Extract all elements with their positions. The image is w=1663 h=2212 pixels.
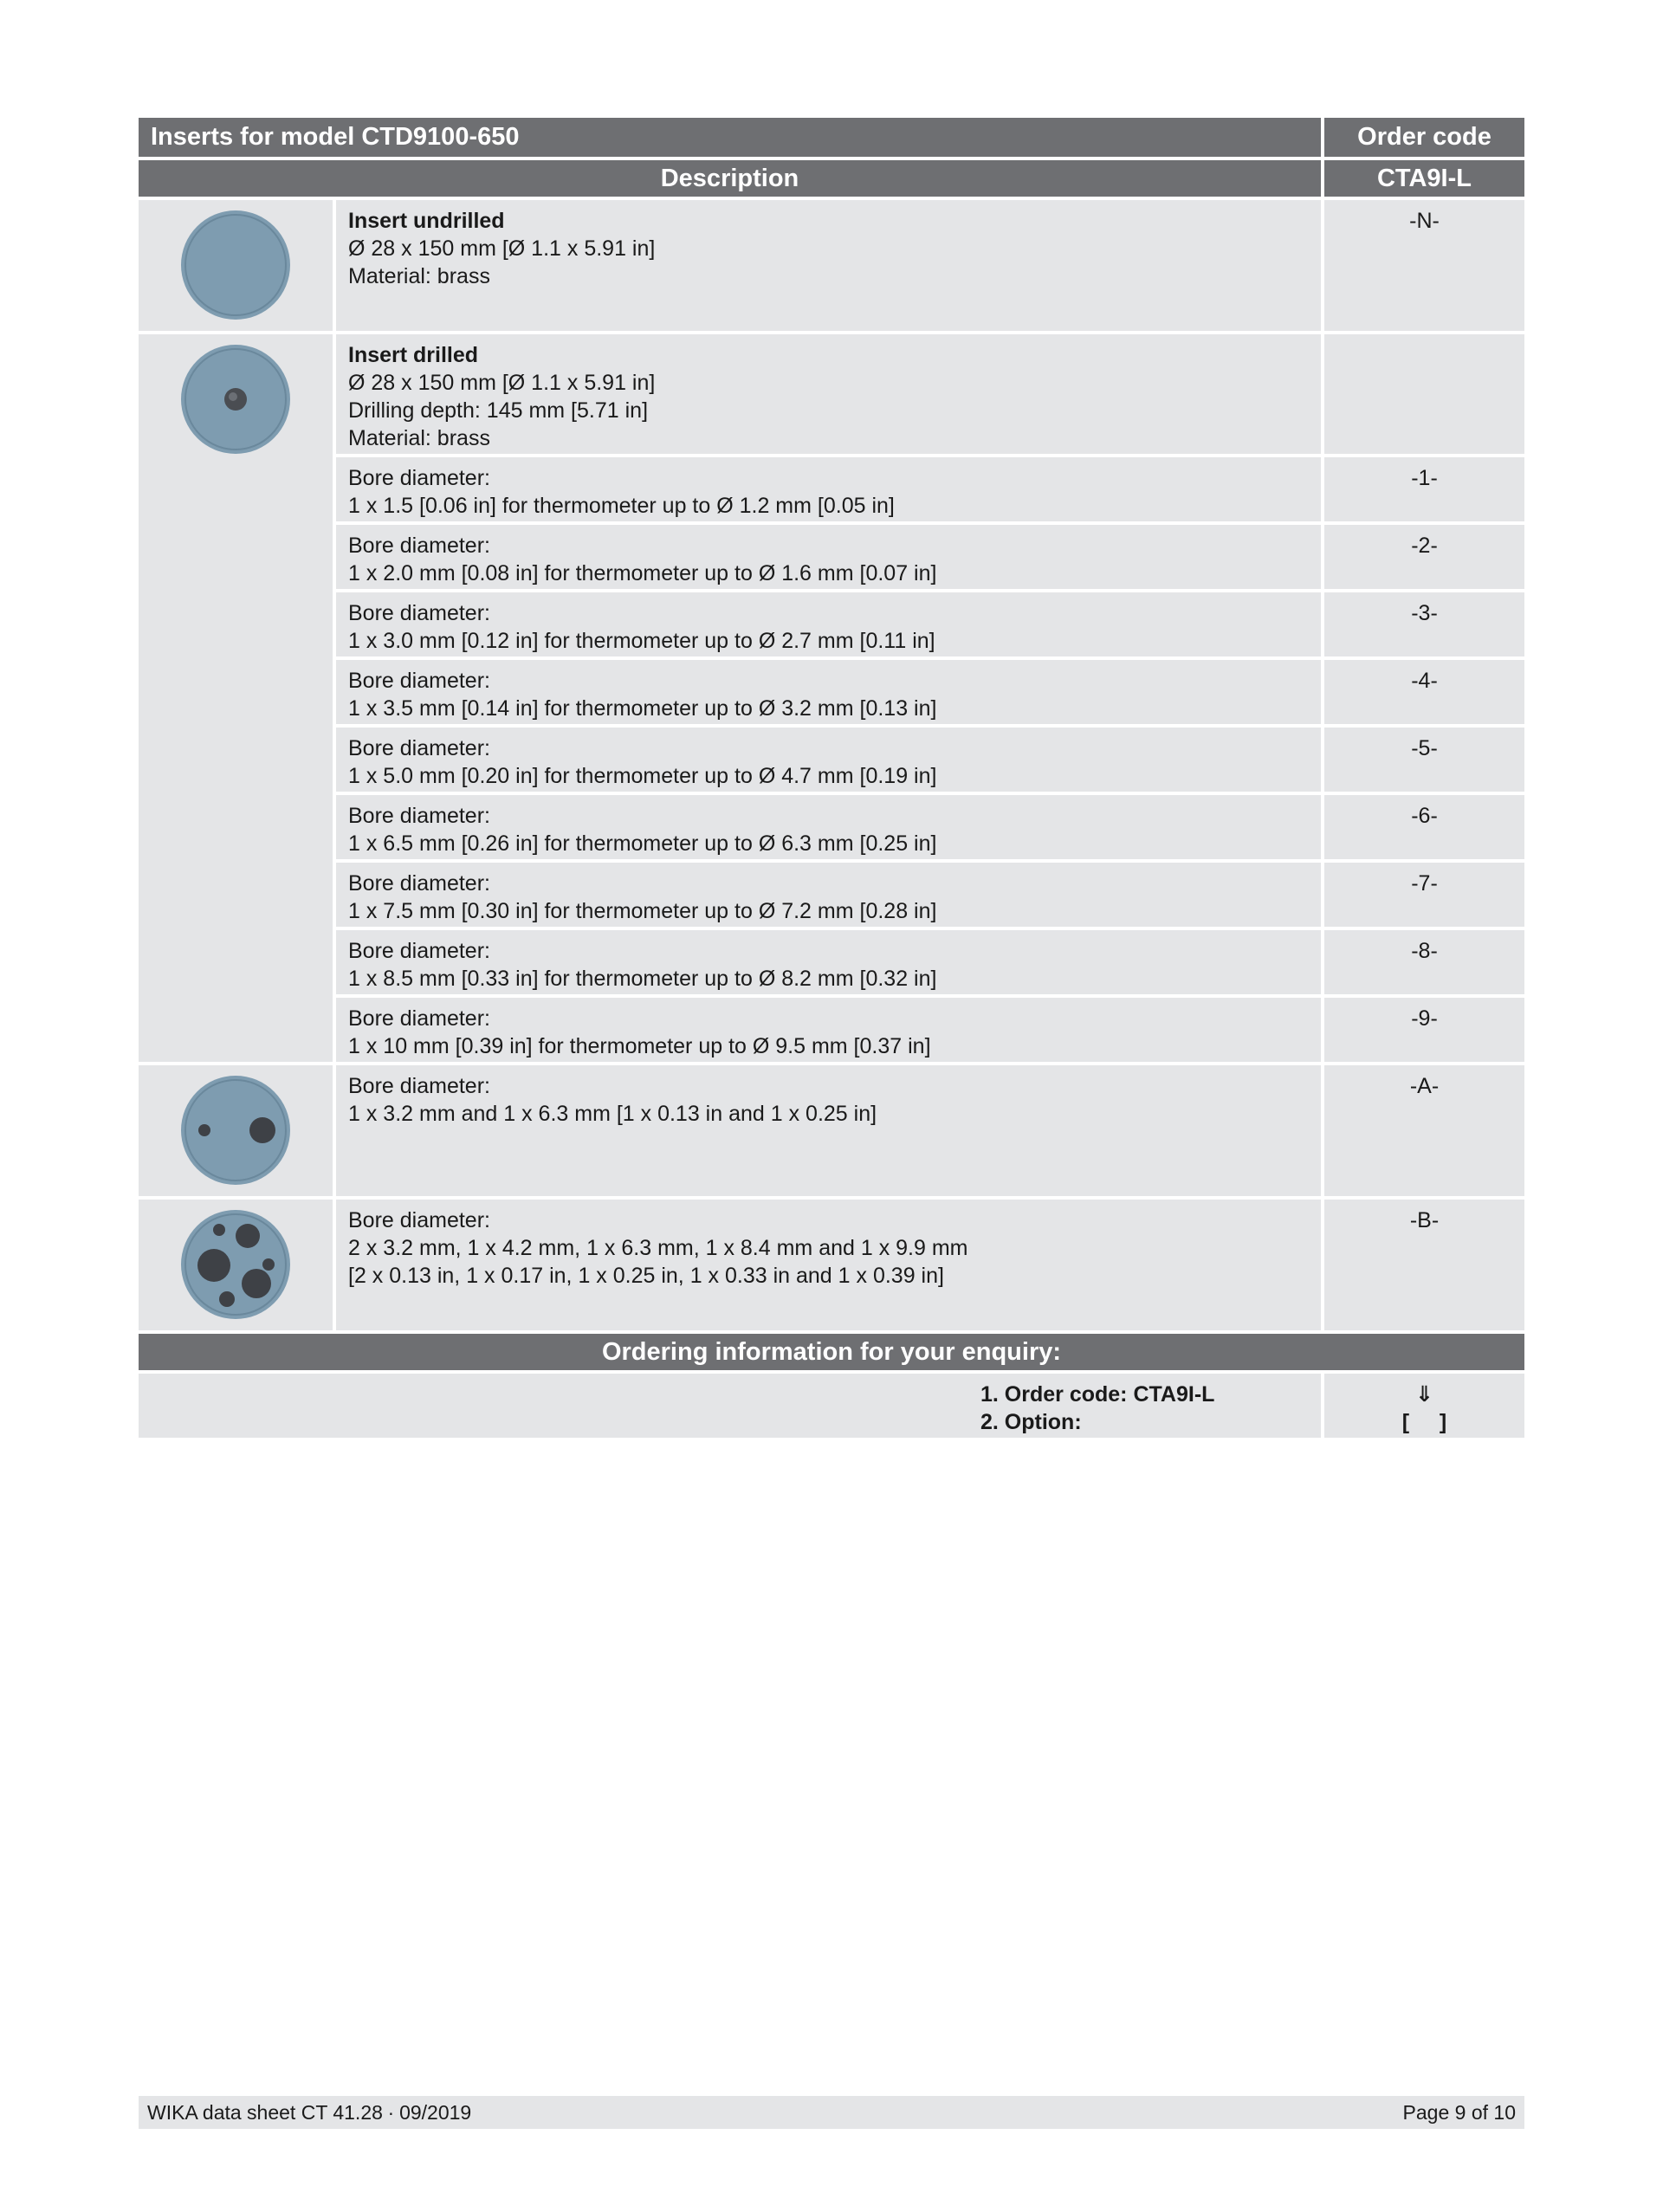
bore-description bbox=[336, 592, 1321, 656]
table-row bbox=[336, 728, 1524, 792]
bore-label: Bore diameter: bbox=[348, 939, 490, 963]
order-code-header: Order code bbox=[1324, 118, 1524, 157]
insert-undrilled-code: -N- bbox=[1324, 200, 1524, 331]
bore-value: 1 x 1.5 [0.06 in] for thermometer up to Ø 1.2 mm [0.05 in] bbox=[348, 494, 895, 518]
bore-description bbox=[336, 457, 1321, 521]
bore-two-description bbox=[336, 1065, 1321, 1196]
bore-label: Bore diameter: bbox=[348, 466, 490, 490]
insert-two-bores-icon bbox=[179, 1074, 292, 1187]
bore-value: 1 x 6.5 mm [0.26 in] for thermometer up to Ø 6.3 mm [0.25 in] bbox=[348, 831, 937, 856]
bore-label: Bore diameter: bbox=[348, 736, 490, 760]
insert-drilled-material: Material: brass bbox=[348, 426, 490, 450]
down-arrow-icon: ⇓ bbox=[1415, 1382, 1433, 1407]
insert-drilled-group bbox=[139, 334, 1524, 1062]
bore-multi-description bbox=[336, 1200, 1321, 1330]
insert-undrilled-size: Ø 28 x 150 mm [Ø 1.1 x 5.91 in] bbox=[348, 236, 656, 261]
ordering-step-order-code: 1. Order code: CTA9I-L bbox=[980, 1382, 1215, 1407]
bore-value: 1 x 3.5 mm [0.14 in] for thermometer up to Ø 3.2 mm [0.13 in] bbox=[348, 696, 937, 721]
table-row-multi-bores bbox=[139, 1200, 1524, 1330]
bore-multi-code: -B- bbox=[1324, 1200, 1524, 1330]
bore-description bbox=[336, 998, 1321, 1062]
table-row bbox=[336, 660, 1524, 724]
bore-description bbox=[336, 863, 1321, 927]
footer-page-number: Page 9 of 10 bbox=[1402, 2100, 1516, 2124]
table-row-undrilled bbox=[139, 200, 1524, 331]
ordering-row bbox=[139, 1374, 1524, 1438]
insert-drilled-rows bbox=[336, 334, 1524, 1062]
bore-label: Bore diameter: bbox=[348, 804, 490, 828]
ordering-step-option: 2. Option: bbox=[980, 1410, 1082, 1434]
bore-label: Bore diameter: bbox=[348, 871, 490, 896]
bore-value: 1 x 7.5 mm [0.30 in] for thermometer up to Ø 7.2 mm [0.28 in] bbox=[348, 899, 937, 923]
bore-multi-value-inch: [2 x 0.13 in, 1 x 0.17 in, 1 x 0.25 in, 1 x 0.33 in and 1 x 0.39 in] bbox=[348, 1264, 944, 1288]
table-row-two-bores bbox=[139, 1065, 1524, 1196]
bore-description bbox=[336, 795, 1321, 859]
table-row bbox=[336, 930, 1524, 994]
bore-value: 1 x 3.0 mm [0.12 in] for thermometer up to Ø 2.7 mm [0.11 in] bbox=[348, 629, 935, 653]
table-title: Inserts for model CTD9100-650 bbox=[139, 118, 1321, 157]
bore-code: -8- bbox=[1324, 930, 1524, 994]
insert-drilled-depth: Drilling depth: 145 mm [5.71 in] bbox=[348, 398, 649, 423]
table-row bbox=[336, 998, 1524, 1062]
insert-undrilled-material: Material: brass bbox=[348, 264, 490, 288]
table-row bbox=[336, 457, 1524, 521]
insert-undrilled-image bbox=[139, 200, 333, 331]
table-row bbox=[336, 525, 1524, 589]
bore-two-label: Bore diameter: bbox=[348, 1074, 490, 1098]
bore-code: -4- bbox=[1324, 660, 1524, 724]
bore-value: 1 x 5.0 mm [0.20 in] for thermometer up to Ø 4.7 mm [0.19 in] bbox=[348, 764, 937, 788]
table-row-drilled bbox=[336, 334, 1524, 454]
bore-two-code: -A- bbox=[1324, 1065, 1524, 1196]
bore-code: -1- bbox=[1324, 457, 1524, 521]
insert-undrilled-description bbox=[336, 200, 1321, 331]
bore-code: -7- bbox=[1324, 863, 1524, 927]
insert-drilled-icon bbox=[179, 343, 292, 456]
ordering-values bbox=[1324, 1374, 1524, 1438]
ordering-header: Ordering information for your enquiry: bbox=[139, 1334, 1524, 1370]
bore-label: Bore diameter: bbox=[348, 601, 490, 625]
insert-drilled-size: Ø 28 x 150 mm [Ø 1.1 x 5.91 in] bbox=[348, 371, 656, 395]
model-code-header: CTA9I-L bbox=[1324, 160, 1524, 197]
footer-datasheet: WIKA data sheet CT 41.28 ∙ 09/2019 bbox=[147, 2100, 472, 2124]
bore-label: Bore diameter: bbox=[348, 1006, 490, 1031]
description-header: Description bbox=[139, 160, 1321, 197]
bore-label: Bore diameter: bbox=[348, 534, 490, 558]
bore-description bbox=[336, 660, 1321, 724]
bore-multi-label: Bore diameter: bbox=[348, 1208, 490, 1232]
bore-two-value: 1 x 3.2 mm and 1 x 6.3 mm [1 x 0.13 in and 1 x 0.25 in] bbox=[348, 1102, 877, 1126]
insert-undrilled-title: Insert undrilled bbox=[348, 209, 505, 233]
insert-drilled-code bbox=[1324, 334, 1524, 454]
bore-code: -9- bbox=[1324, 998, 1524, 1062]
table-row bbox=[336, 863, 1524, 927]
table-row bbox=[336, 592, 1524, 656]
option-input-bracket[interactable]: [ ] bbox=[1401, 1410, 1447, 1434]
insert-drilled-title: Insert drilled bbox=[348, 343, 479, 367]
page-footer bbox=[139, 2096, 1524, 2129]
bore-code: -3- bbox=[1324, 592, 1524, 656]
insert-undrilled-icon bbox=[179, 209, 292, 321]
bore-value: 1 x 8.5 mm [0.33 in] for thermometer up to Ø 8.2 mm [0.32 in] bbox=[348, 967, 937, 991]
insert-multi-bores-icon bbox=[179, 1208, 292, 1321]
table-row bbox=[336, 795, 1524, 859]
bore-description bbox=[336, 728, 1321, 792]
insert-drilled-image bbox=[139, 334, 333, 1062]
bore-value: 1 x 10 mm [0.39 in] for thermometer up to Ø 9.5 mm [0.37 in] bbox=[348, 1034, 931, 1058]
bore-multi-value: 2 x 3.2 mm, 1 x 4.2 mm, 1 x 6.3 mm, 1 x 8.4 mm and 1 x 9.9 mm bbox=[348, 1236, 968, 1260]
insert-two-bores-image bbox=[139, 1065, 333, 1196]
bore-value: 1 x 2.0 mm [0.08 in] for thermometer up to Ø 1.6 mm [0.07 in] bbox=[348, 561, 937, 585]
inserts-table bbox=[139, 118, 1524, 1438]
bore-code: -5- bbox=[1324, 728, 1524, 792]
bore-description bbox=[336, 525, 1321, 589]
bore-code: -2- bbox=[1324, 525, 1524, 589]
insert-multi-bores-image bbox=[139, 1200, 333, 1330]
ordering-steps bbox=[139, 1374, 1321, 1438]
insert-drilled-description bbox=[336, 334, 1321, 454]
bore-description bbox=[336, 930, 1321, 994]
bore-code: -6- bbox=[1324, 795, 1524, 859]
table-header-row bbox=[139, 118, 1524, 157]
bore-label: Bore diameter: bbox=[348, 669, 490, 693]
table-subheader-row bbox=[139, 160, 1524, 197]
